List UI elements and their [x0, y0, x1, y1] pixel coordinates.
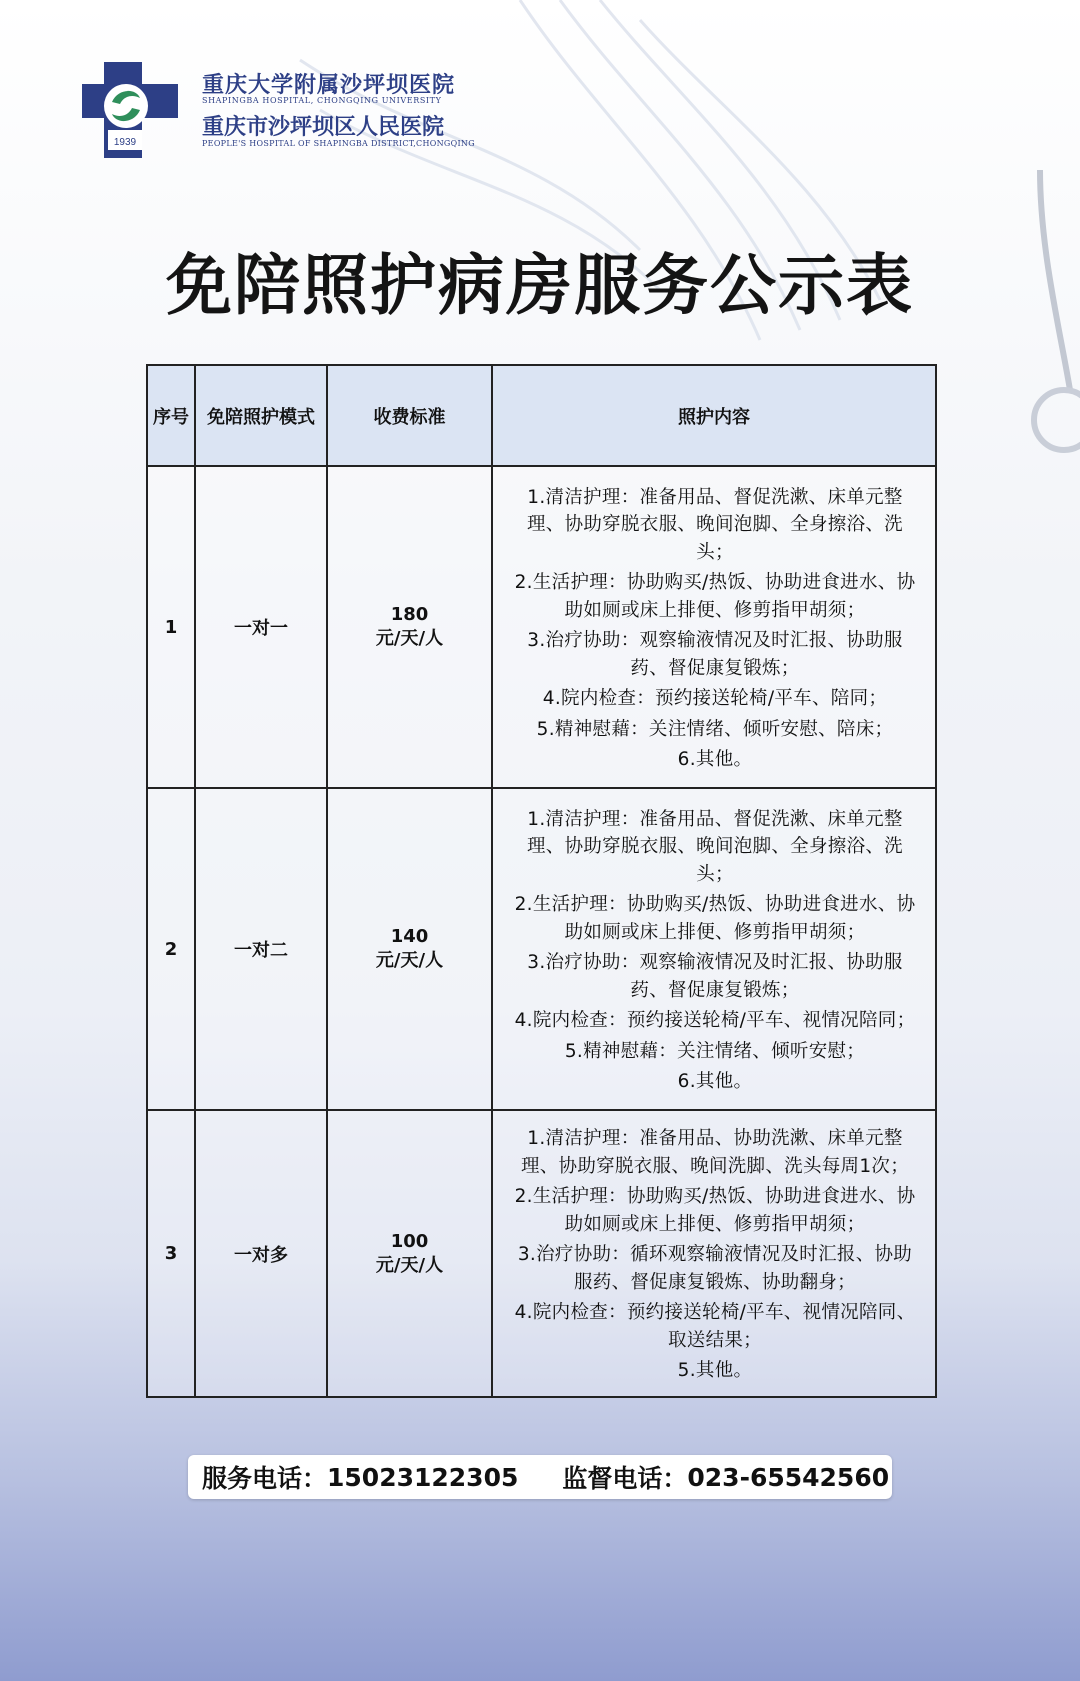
content-item: 2.生活护理：协助购买/热饭、协助进食进水、协助如厕或床上排便、修剪指甲胡须； — [514, 572, 916, 621]
supervision-phone-number[interactable]: 023-65542560 — [687, 1462, 890, 1492]
fee-amount: 100 — [390, 1230, 429, 1252]
row-fee — [327, 466, 492, 788]
hospital-name-primary: 重庆大学附属沙坪坝医院 — [202, 73, 456, 98]
content-item: 5.精神慰藉：关注情绪、倾听安慰； — [564, 1040, 866, 1062]
content-item: 4.院内检查：预约接送轮椅/平车、陪同； — [542, 688, 888, 709]
row-fee — [327, 788, 492, 1110]
row-content — [492, 1110, 936, 1397]
row-seq: 3 — [147, 1110, 195, 1397]
content-item: 4.院内检查：预约接送轮椅/平车、视情况陪同； — [514, 1010, 916, 1031]
content-item: 3.治疗协助：循环观察输液情况及时汇报、协助服药、督促康复锻炼、协助翻身； — [517, 1244, 913, 1293]
table-row — [147, 466, 936, 788]
hospital-name-primary-en: SHAPINGBA HOSPITAL, CHONGQING UNIVERSITY — [202, 96, 442, 105]
hospital-name-secondary: 重庆市沙坪坝区人民医院 — [202, 115, 445, 140]
table-row — [147, 1110, 936, 1397]
content-item: 1.清洁护理：准备用品、督促洗漱、床单元整理、协助穿脱衣服、晚间泡脚、全身擦浴、洗头； — [526, 808, 903, 885]
service-phone-number[interactable]: 15023122305 — [327, 1462, 519, 1492]
page-title: 免陪照护病房服务公示表 — [166, 247, 914, 324]
supervision-phone-label: 监督电话： — [562, 1464, 688, 1493]
hospital-logo — [78, 58, 182, 162]
row-seq: 1 — [147, 466, 195, 788]
logo-year: 1939 — [113, 137, 137, 148]
fee-unit: 元/天/人 — [375, 628, 444, 649]
row-fee — [327, 1110, 492, 1397]
content-item: 3.治疗协助：观察输液情况及时汇报、协助服药、督促康复锻炼； — [527, 630, 903, 679]
content-item: 2.生活护理：协助购买/热饭、协助进食进水、协助如厕或床上排便、修剪指甲胡须； — [514, 894, 916, 943]
content-item: 5.精神慰藉：关注情绪、倾听安慰、陪床； — [536, 718, 894, 740]
row-mode: 一对二 — [195, 788, 327, 1110]
contact-bar — [188, 1455, 892, 1499]
content-item: 3.治疗协助：观察输液情况及时汇报、协助服药、督促康复锻炼； — [527, 952, 903, 1001]
row-mode: 一对多 — [195, 1110, 327, 1397]
row-content — [492, 466, 936, 788]
content-item: 4.院内检查：预约接送轮椅/平车、视情况陪同、取送结果； — [514, 1302, 916, 1351]
content-item: 5.其他。 — [677, 1360, 753, 1382]
content-item: 6.其他。 — [677, 749, 753, 770]
hospital-name-secondary-en: PEOPLE'S HOSPITAL OF SHAPINGBA DISTRICT,CHONGQING — [202, 139, 475, 148]
fee-amount: 140 — [390, 926, 429, 947]
header-fee: 收费标准 — [327, 365, 492, 466]
fee-unit: 元/天/人 — [375, 950, 444, 971]
row-content — [492, 788, 936, 1110]
table-header-row — [147, 365, 936, 466]
header-seq: 序号 — [147, 365, 195, 466]
fee-amount: 180 — [390, 604, 429, 625]
content-item: 2.生活护理：协助购买/热饭、协助进食进水、协助如厕或床上排便、修剪指甲胡须； — [514, 1186, 916, 1235]
fee-unit: 元/天/人 — [375, 1254, 444, 1276]
header-content: 照护内容 — [492, 365, 936, 466]
content-item: 1.清洁护理：准备用品、协助洗漱、床单元整理、协助穿脱衣服、晚间洗脚、洗头每周1次； — [520, 1128, 910, 1177]
table-row — [147, 788, 936, 1110]
content-item: 1.清洁护理：准备用品、督促洗漱、床单元整理、协助穿脱衣服、晚间泡脚、全身擦浴、洗头； — [526, 486, 903, 563]
row-mode: 一对一 — [195, 466, 327, 788]
row-seq: 2 — [147, 788, 195, 1110]
service-table — [146, 364, 937, 1398]
service-phone-label: 服务电话： — [202, 1464, 328, 1493]
content-item: 6.其他。 — [677, 1071, 753, 1092]
header-mode: 免陪照护模式 — [195, 365, 327, 466]
